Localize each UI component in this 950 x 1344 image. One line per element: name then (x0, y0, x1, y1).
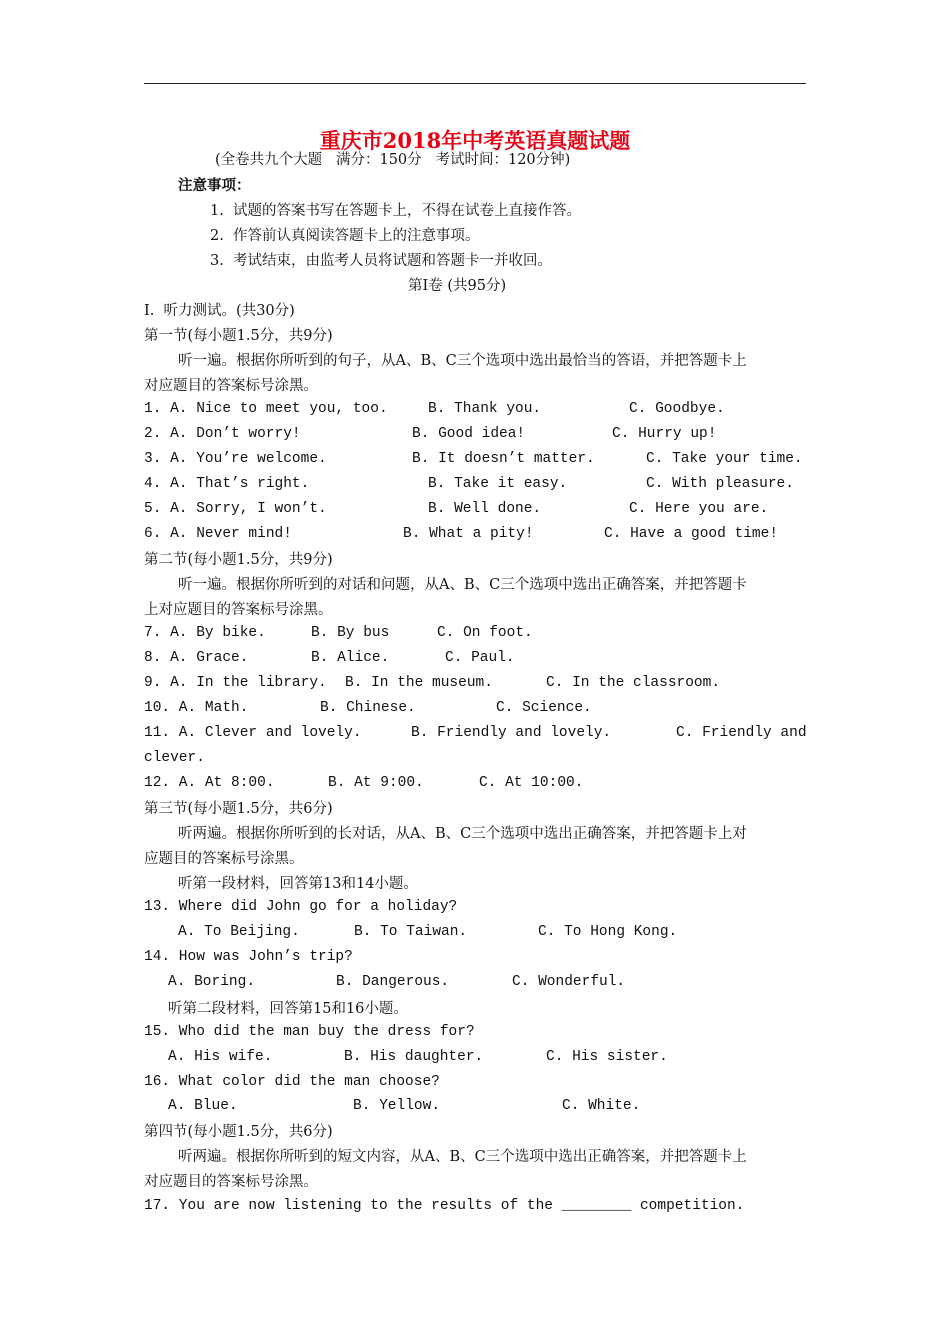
question-2-option-c: C. Hurry up! (612, 426, 717, 442)
question-1-option-a: 1. A. Nice to meet you, too. (144, 401, 388, 417)
question-7-option-c: C. On foot. (437, 625, 533, 641)
question-17: 17. You are now listening to the results of the ________ competition. (144, 1198, 745, 1214)
section-heading: 第一节(每小题1.5分，共9分) (144, 328, 333, 344)
page-title: 重庆市2018年中考英语真题试题 (319, 128, 631, 153)
section-instruction: 听两遍。根据你所听到的短文内容，从A、B、C三个选项中选出正确答案，并把答题卡上 (178, 1149, 747, 1165)
question-13-option-a: A. To Beijing. (178, 924, 300, 940)
question-5-option-b: B. Well done. (428, 501, 542, 517)
material-heading: 听第二段材料，回答第15和16小题。 (168, 1001, 408, 1017)
question-9-option-c: C. In the classroom. (546, 675, 721, 691)
question-11-option-c-continued: clever. (144, 750, 205, 766)
question-8-option-b: B. Alice. (311, 650, 390, 666)
section-instruction: 听一遍。根据你所听到的对话和问题，从A、B、C三个选项中选出正确答案，并把答题卡 (178, 577, 747, 593)
section-heading: 第三节(每小题1.5分，共6分) (144, 801, 333, 817)
question-6-option-a: 6. A. Never mind! (144, 526, 292, 542)
section-heading: 第二节(每小题1.5分，共9分) (144, 552, 333, 568)
question-14-option-c: C. Wonderful. (512, 974, 626, 990)
section-instruction: 上对应题目的答案标号涂黑。 (144, 602, 333, 618)
question-7-option-a: 7. A. By bike. (144, 625, 266, 641)
question-10-option-b: B. Chinese. (320, 700, 416, 716)
question-10-option-a: 10. A. Math. (144, 700, 249, 716)
question-4-option-a: 4. A. That’s right. (144, 476, 310, 492)
volume-heading: 第Ⅰ卷 (共95分) (408, 278, 507, 294)
question-16-option-c: C. White. (562, 1098, 641, 1114)
header-rule (144, 83, 806, 84)
question-13: 13. Where did John go for a holiday? (144, 899, 458, 915)
question-16: 16. What color did the man choose? (144, 1074, 440, 1090)
question-4-option-c: C. With pleasure. (646, 476, 794, 492)
question-9-option-b: B. In the museum. (345, 675, 493, 691)
part-heading: I. 听力测试。(共30分) (144, 303, 295, 319)
question-14: 14. How was John’s trip? (144, 949, 353, 965)
section-instruction: 听两遍。根据你所听到的长对话，从A、B、C三个选项中选出正确答案，并把答题卡上对 (178, 826, 747, 842)
question-8-option-a: 8. A. Grace. (144, 650, 249, 666)
question-11-option-a: 11. A. Clever and lovely. (144, 725, 362, 741)
question-5-option-c: C. Here you are. (629, 501, 769, 517)
question-1-option-b: B. Thank you. (428, 401, 542, 417)
question-1-option-c: C. Goodbye. (629, 401, 725, 417)
section-heading: 第四节(每小题1.5分，共6分) (144, 1124, 333, 1140)
section-instruction: 听一遍。根据你所听到的句子，从A、B、C三个选项中选出最恰当的答语，并把答题卡上 (178, 353, 747, 369)
question-3-option-b: B. It doesn’t matter. (412, 451, 595, 467)
question-14-option-b: B. Dangerous. (336, 974, 450, 990)
question-15: 15. Who did the man buy the dress for? (144, 1024, 475, 1040)
question-10-option-c: C. Science. (496, 700, 592, 716)
question-13-option-c: C. To Hong Kong. (538, 924, 678, 940)
question-13-option-b: B. To Taiwan. (354, 924, 468, 940)
question-6-option-c: C. Have a good time! (604, 526, 779, 542)
notice-item: 3. 考试结束，由监考人员将试题和答题卡一并收回。 (210, 253, 553, 269)
question-2-option-a: 2. A. Don’t worry! (144, 426, 301, 442)
question-12-option-c: C. At 10:00. (479, 775, 584, 791)
question-2-option-b: B. Good idea! (412, 426, 526, 442)
question-15-option-c: C. His sister. (546, 1049, 668, 1065)
section-instruction: 对应题目的答案标号涂黑。 (144, 1174, 318, 1190)
question-15-option-b: B. His daughter. (344, 1049, 484, 1065)
question-5-option-a: 5. A. Sorry, I won’t. (144, 501, 327, 517)
material-heading: 听第一段材料，回答第13和14小题。 (178, 876, 418, 892)
question-4-option-b: B. Take it easy. (428, 476, 568, 492)
question-16-option-a: A. Blue. (168, 1098, 238, 1114)
question-3-option-a: 3. A. You’re welcome. (144, 451, 327, 467)
exam-subtitle: (全卷共九个大题 满分：150分 考试时间：120分钟) (215, 152, 571, 168)
notice-item: 1. 试题的答案书写在答题卡上，不得在试卷上直接作答。 (210, 203, 582, 219)
question-12-option-a: 12. A. At 8:00. (144, 775, 275, 791)
question-16-option-b: B. Yellow. (353, 1098, 441, 1114)
section-instruction: 应题目的答案标号涂黑。 (144, 851, 304, 867)
section-instruction: 对应题目的答案标号涂黑。 (144, 378, 318, 394)
question-7-option-b: B. By bus (311, 625, 390, 641)
question-6-option-b: B. What a pity! (403, 526, 534, 542)
question-15-option-a: A. His wife. (168, 1049, 273, 1065)
question-14-option-a: A. Boring. (168, 974, 256, 990)
question-8-option-c: C. Paul. (445, 650, 515, 666)
question-9-option-a: 9. A. In the library. (144, 675, 327, 691)
notice-heading: 注意事项： (178, 177, 251, 194)
question-12-option-b: B. At 9:00. (328, 775, 424, 791)
question-11-option-b: B. Friendly and lovely. (411, 725, 612, 741)
question-11-option-c: C. Friendly and (676, 725, 807, 741)
notice-item: 2. 作答前认真阅读答题卡上的注意事项。 (210, 228, 480, 244)
question-3-option-c: C. Take your time. (646, 451, 803, 467)
